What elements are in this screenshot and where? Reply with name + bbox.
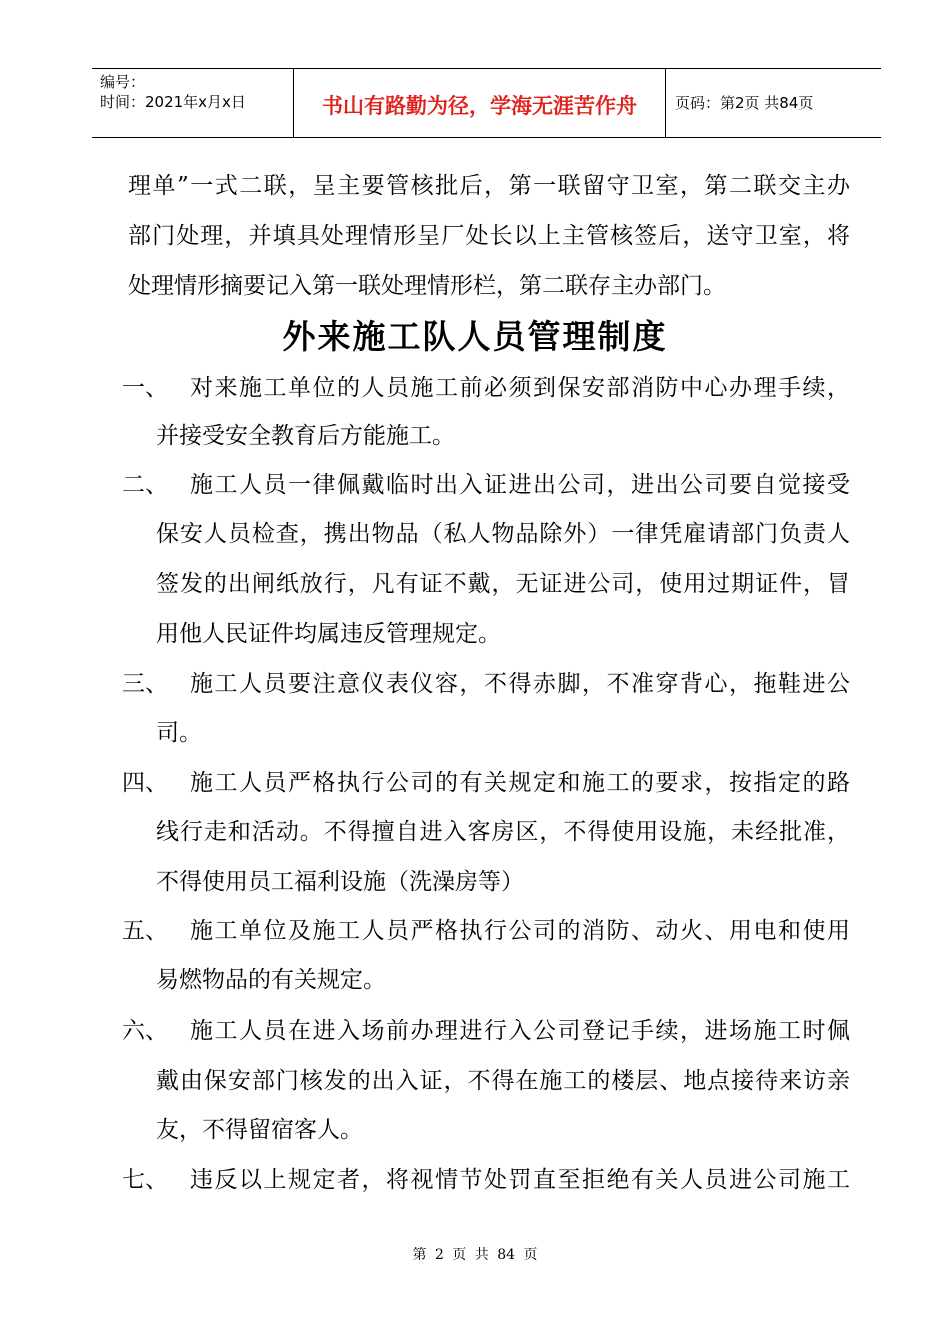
item-number: 四、	[122, 770, 168, 796]
page-footer: 第 2 页 共 84 页	[412, 1247, 538, 1263]
intro-line: 理单”一式二联，呈主要管核批后，第一联留守卫室，第二联交主办	[128, 173, 850, 199]
item-number: 一、	[122, 375, 168, 401]
document-time: 时间：2021年x月x日	[100, 93, 246, 111]
document-code-label: 编号：	[100, 73, 146, 91]
item-number: 七、	[122, 1167, 168, 1193]
item-number: 三、	[122, 671, 168, 697]
intro-line: 部门处理，并填具处理情形呈厂处长以上主管核签后，送守卫室，将	[128, 223, 850, 249]
item-line: 戴由保安部门核发的出入证，不得在施工的楼层、地点接待来访亲	[156, 1068, 850, 1094]
item-line: 用他人民证件均属违反管理规定。	[156, 621, 501, 647]
item-line: 保安人员检查，携出物品（私人物品除外）一律凭雇请部门负责人	[156, 521, 850, 547]
item-line: 线行走和活动。不得擅自进入客房区，不得使用设施，未经批准，	[156, 819, 850, 845]
item-line: 签发的出闸纸放行，凡有证不戴，无证进公司，使用过期证件，冒	[156, 571, 850, 597]
item-line: 并接受安全教育后方能施工。	[156, 423, 455, 449]
item-number: 五、	[122, 918, 168, 944]
header-meta-cell	[92, 69, 292, 137]
item-line: 施工单位及施工人员严格执行公司的消防、动火、用电和使用	[190, 918, 850, 944]
item-number: 二、	[122, 472, 168, 498]
header-page-cell	[665, 69, 881, 137]
item-line: 施工人员严格执行公司的有关规定和施工的要求，按指定的路	[190, 770, 850, 796]
item-number: 六、	[122, 1018, 168, 1044]
section-title: 外来施工队人员管理制度	[282, 317, 668, 356]
document-header	[92, 68, 881, 138]
item-line: 不得使用员工福利设施（洗澡房等）	[156, 869, 524, 895]
header-slogan-cell	[293, 69, 666, 137]
intro-line: 处理情形摘要记入第一联处理情形栏，第二联存主办部门。	[128, 273, 726, 299]
header-slogan: 书山有路勤为径，学海无涯苦作舟	[322, 94, 637, 118]
item-line: 违反以上规定者，将视情节处罚直至拒绝有关人员进公司施工	[190, 1167, 850, 1193]
item-line: 施工人员要注意仪表仪容，不得赤脚，不准穿背心，拖鞋进公	[190, 671, 850, 697]
item-line: 友，不得留宿客人。	[156, 1117, 363, 1143]
item-line: 施工人员一律佩戴临时出入证进出公司，进出公司要自觉接受	[190, 472, 850, 498]
item-line: 司。	[156, 720, 202, 746]
header-page-info: 页码：第2页 共84页	[675, 94, 814, 112]
item-line: 易燃物品的有关规定。	[156, 967, 386, 993]
item-line: 对来施工单位的人员施工前必须到保安部消防中心办理手续，	[190, 375, 850, 401]
item-line: 施工人员在进入场前办理进行入公司登记手续，进场施工时佩	[190, 1018, 850, 1044]
